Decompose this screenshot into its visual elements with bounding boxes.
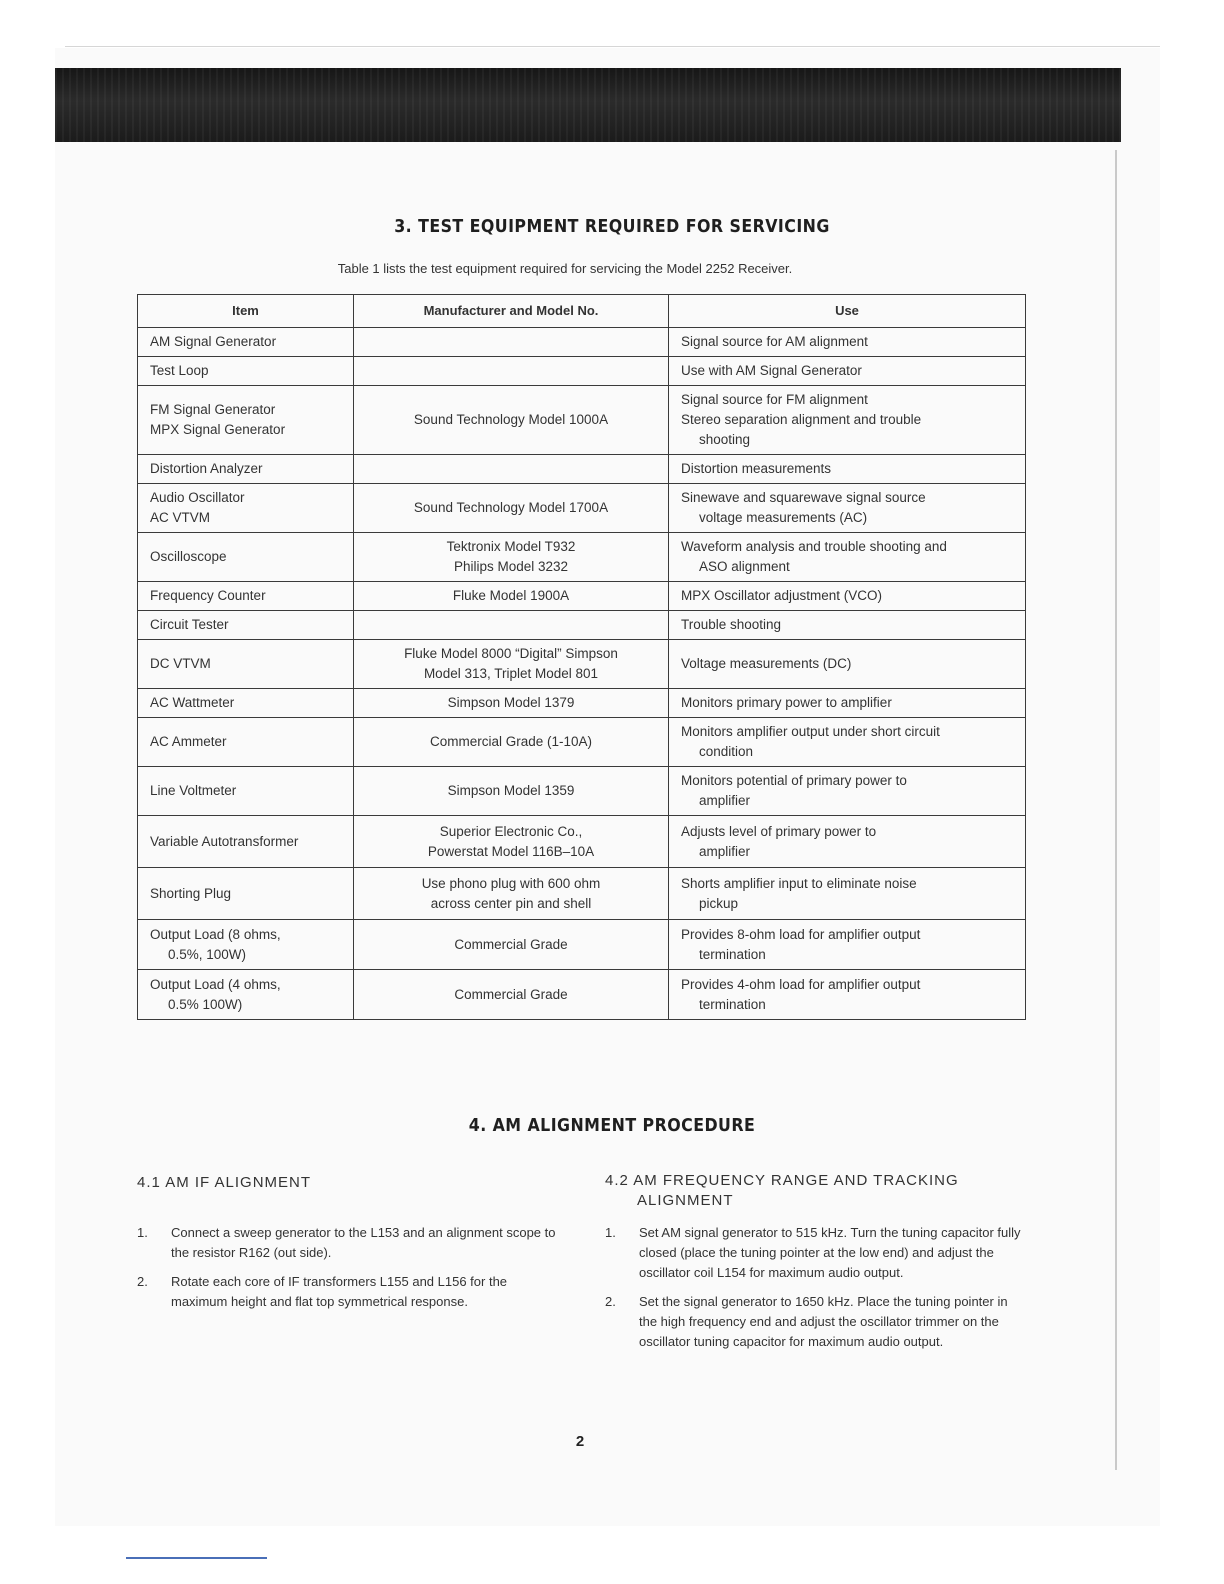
table-row	[138, 582, 1026, 611]
cell-text-line: Waveform analysis and trouble shooting and	[681, 539, 947, 554]
item-cell	[138, 970, 354, 1020]
cell-text-line: Stereo separation alignment and trouble	[681, 412, 922, 427]
cell-text-line: voltage measurements (AC)	[699, 510, 868, 525]
item-cell	[138, 718, 354, 767]
step-text: Connect a sweep generator to the L153 and an alignment scope to the resistor R162 (out side).	[171, 1225, 556, 1260]
manufacturer-cell	[354, 455, 669, 484]
table-row	[138, 816, 1026, 868]
item-cell	[138, 582, 354, 611]
cell-text-line: DC VTVM	[150, 656, 211, 671]
cell-text-line: FM Signal Generator	[150, 402, 276, 417]
header-black-band	[55, 68, 1121, 142]
table-row	[138, 689, 1026, 718]
cell-text-line: AC VTVM	[150, 510, 211, 525]
manufacturer-cell	[354, 582, 669, 611]
manufacturer-cell	[354, 920, 669, 970]
item-cell	[138, 767, 354, 816]
use-cell	[669, 868, 1026, 920]
manufacturer-cell	[354, 640, 669, 689]
use-cell	[669, 386, 1026, 455]
cell-text-line: 0.5%, 100W)	[168, 946, 247, 962]
bottom-underline-mark	[126, 1557, 267, 1559]
table-row	[138, 533, 1026, 582]
range-tracking-steps	[605, 1223, 1025, 1361]
cell-text-line: Circuit Tester	[150, 617, 229, 632]
item-cell	[138, 484, 354, 533]
item-cell	[138, 689, 354, 718]
item-cell	[138, 868, 354, 920]
cell-text-line: Superior Electronic Co.,	[439, 823, 583, 839]
cell-text-line: Fluke Model 8000 “Digital” Simpson	[404, 646, 618, 661]
manufacturer-cell	[354, 767, 669, 816]
cell-text-line: Line Voltmeter	[150, 783, 237, 798]
use-cell	[669, 689, 1026, 718]
use-cell	[669, 920, 1026, 970]
manufacturer-cell	[354, 970, 669, 1020]
use-cell	[669, 640, 1026, 689]
cell-text-line: Monitors primary power to amplifier	[681, 695, 892, 710]
subsection-4-2-title-line1: 4.2 AM FREQUENCY RANGE AND TRACKING	[605, 1172, 959, 1189]
use-cell	[669, 455, 1026, 484]
item-cell	[138, 455, 354, 484]
cell-text-line: Oscilloscope	[150, 549, 227, 564]
cell-text-line: Monitors potential of primary power to	[681, 773, 907, 788]
list-item	[605, 1223, 1025, 1283]
list-item	[137, 1272, 557, 1312]
cell-text-line: Powerstat Model 116B–10A	[427, 843, 595, 859]
cell-text-line: MPX Oscillator adjustment (VCO)	[681, 588, 883, 603]
use-cell	[669, 718, 1026, 767]
use-cell	[669, 484, 1026, 533]
cell-text-line: MPX Signal Generator	[150, 422, 286, 437]
table-row	[138, 357, 1026, 386]
cell-text-line: shooting	[699, 432, 751, 447]
use-cell	[669, 357, 1026, 386]
table-row	[138, 484, 1026, 533]
table-row	[138, 611, 1026, 640]
column-header-manufacturer: Manufacturer and Model No.	[354, 295, 669, 328]
cell-text-line: AC Wattmeter	[150, 695, 235, 710]
use-cell	[669, 816, 1026, 868]
cell-text-line: Test Loop	[150, 363, 209, 378]
use-cell	[669, 533, 1026, 582]
cell-text-line: Output Load (8 ohms,	[150, 926, 281, 942]
table-intro: Table 1 lists the test equipment required for servicing the Model 2252 Receiver.	[337, 261, 793, 276]
cell-text-line: Voltage measurements (DC)	[681, 656, 852, 671]
cell-text-line: Philips Model 3232	[453, 559, 569, 574]
scan-edge-right	[1115, 150, 1117, 1470]
item-cell	[138, 533, 354, 582]
cell-text-line: Frequency Counter	[150, 588, 266, 603]
cell-text-line: Simpson Model 1379	[447, 695, 575, 710]
step-number: 1.	[605, 1225, 616, 1240]
cell-text-line: Provides 4-ohm load for amplifier output	[681, 976, 921, 992]
cell-text-line: amplifier	[699, 793, 751, 808]
item-cell	[138, 611, 354, 640]
cell-text-line: Variable Autotransformer	[150, 833, 299, 849]
cell-text-line: Sound Technology Model 1000A	[413, 412, 609, 427]
manufacturer-cell	[354, 611, 669, 640]
manufacturer-cell	[354, 718, 669, 767]
item-cell	[138, 328, 354, 357]
cell-text-line: Distortion measurements	[681, 461, 832, 476]
manufacturer-cell	[354, 328, 669, 357]
table-row	[138, 386, 1026, 455]
cell-text-line: 0.5% 100W)	[168, 996, 243, 1012]
cell-text-line: Distortion Analyzer	[150, 461, 263, 476]
cell-text-line: Audio Oscillator	[150, 490, 245, 505]
cell-text-line: pickup	[699, 895, 739, 911]
cell-text-line: Tektronix Model T932	[446, 539, 576, 554]
cell-text-line: across center pin and shell	[430, 895, 592, 911]
cell-text-line: Signal source for FM alignment	[681, 392, 868, 407]
cell-text-line: Signal source for AM alignment	[681, 334, 868, 349]
table-row	[138, 767, 1026, 816]
cell-text-line: Shorts amplifier input to eliminate noise	[681, 875, 917, 891]
page-number: 2	[575, 1433, 585, 1450]
subsection-4-2-title	[605, 1171, 959, 1211]
list-item	[137, 1223, 557, 1263]
section-4-title: 4. AM ALIGNMENT PROCEDURE	[468, 1115, 756, 1136]
manufacturer-cell	[354, 484, 669, 533]
item-cell	[138, 640, 354, 689]
item-cell	[138, 816, 354, 868]
step-text: Set AM signal generator to 515 kHz. Turn the tuning capacitor fully closed (place the tuning pointer at the low end) and adjust the oscillator coil L154 for maximum audio output.	[639, 1225, 1021, 1280]
section-3-title: 3. TEST EQUIPMENT REQUIRED FOR SERVICING	[394, 216, 830, 237]
cell-text-line: Trouble shooting	[681, 617, 782, 632]
cell-text-line: ASO alignment	[699, 559, 790, 574]
step-text: Set the signal generator to 1650 kHz. Place the tuning pointer in the high frequency end and adjust the oscillator trimmer on the oscillator tuning capacitor for maximum audio output.	[639, 1294, 1008, 1349]
table-row	[138, 328, 1026, 357]
cell-text-line: Use with AM Signal Generator	[681, 363, 862, 378]
cell-text-line: Monitors amplifier output under short circuit	[681, 724, 940, 739]
cell-text-line: Output Load (4 ohms,	[150, 976, 281, 992]
cell-text-line: Commercial Grade	[454, 986, 568, 1002]
subsection-4-1-title: 4.1 AM IF ALIGNMENT	[137, 1174, 312, 1191]
manufacturer-cell	[354, 689, 669, 718]
cell-text-line: Provides 8-ohm load for amplifier output	[681, 926, 921, 942]
manufacturer-cell	[354, 816, 669, 868]
manufacturer-cell	[354, 868, 669, 920]
cell-text-line: Use phono plug with 600 ohm	[421, 875, 601, 891]
manufacturer-cell	[354, 386, 669, 455]
table-row	[138, 920, 1026, 970]
item-cell	[138, 920, 354, 970]
table-row	[138, 868, 1026, 920]
table-row	[138, 718, 1026, 767]
table-header-row	[138, 295, 1026, 328]
cell-text-line: termination	[699, 946, 766, 962]
item-cell	[138, 386, 354, 455]
if-alignment-steps	[137, 1223, 557, 1321]
table-row	[138, 455, 1026, 484]
use-cell	[669, 767, 1026, 816]
cell-text-line: Sinewave and squarewave signal source	[681, 490, 926, 505]
column-header-use: Use	[669, 295, 1026, 328]
step-number: 1.	[137, 1225, 148, 1240]
step-number: 2.	[605, 1294, 616, 1309]
step-number: 2.	[137, 1274, 148, 1289]
cell-text-line: Commercial Grade (1-10A)	[429, 734, 593, 749]
cell-text-line: Simpson Model 1359	[447, 783, 575, 798]
use-cell	[669, 611, 1026, 640]
cell-text-line: termination	[699, 996, 766, 1012]
cell-text-line: Adjusts level of primary power to	[681, 823, 877, 839]
manufacturer-cell	[354, 357, 669, 386]
table-row	[138, 970, 1026, 1020]
column-header-item: Item	[138, 295, 354, 328]
cell-text-line: AM Signal Generator	[150, 334, 277, 349]
cell-text-line: Commercial Grade	[454, 936, 568, 952]
cell-text-line: Fluke Model 1900A	[452, 588, 570, 603]
use-cell	[669, 582, 1026, 611]
scan-edge-top	[65, 46, 1160, 47]
item-cell	[138, 357, 354, 386]
use-cell	[669, 970, 1026, 1020]
cell-text-line: AC Ammeter	[150, 734, 227, 749]
cell-text-line: Model 313, Triplet Model 801	[423, 666, 599, 681]
manufacturer-cell	[354, 533, 669, 582]
cell-text-line: condition	[699, 744, 754, 759]
cell-text-line: Sound Technology Model 1700A	[413, 500, 609, 515]
cell-text-line: amplifier	[699, 843, 751, 859]
equipment-table	[137, 294, 1026, 1020]
cell-text-line: Shorting Plug	[150, 885, 232, 901]
step-text: Rotate each core of IF transformers L155 and L156 for the maximum height and flat top symmetrical response.	[171, 1274, 508, 1309]
use-cell	[669, 328, 1026, 357]
table-row	[138, 640, 1026, 689]
subsection-4-2-title-line2: ALIGNMENT	[637, 1192, 734, 1209]
list-item	[605, 1292, 1025, 1352]
